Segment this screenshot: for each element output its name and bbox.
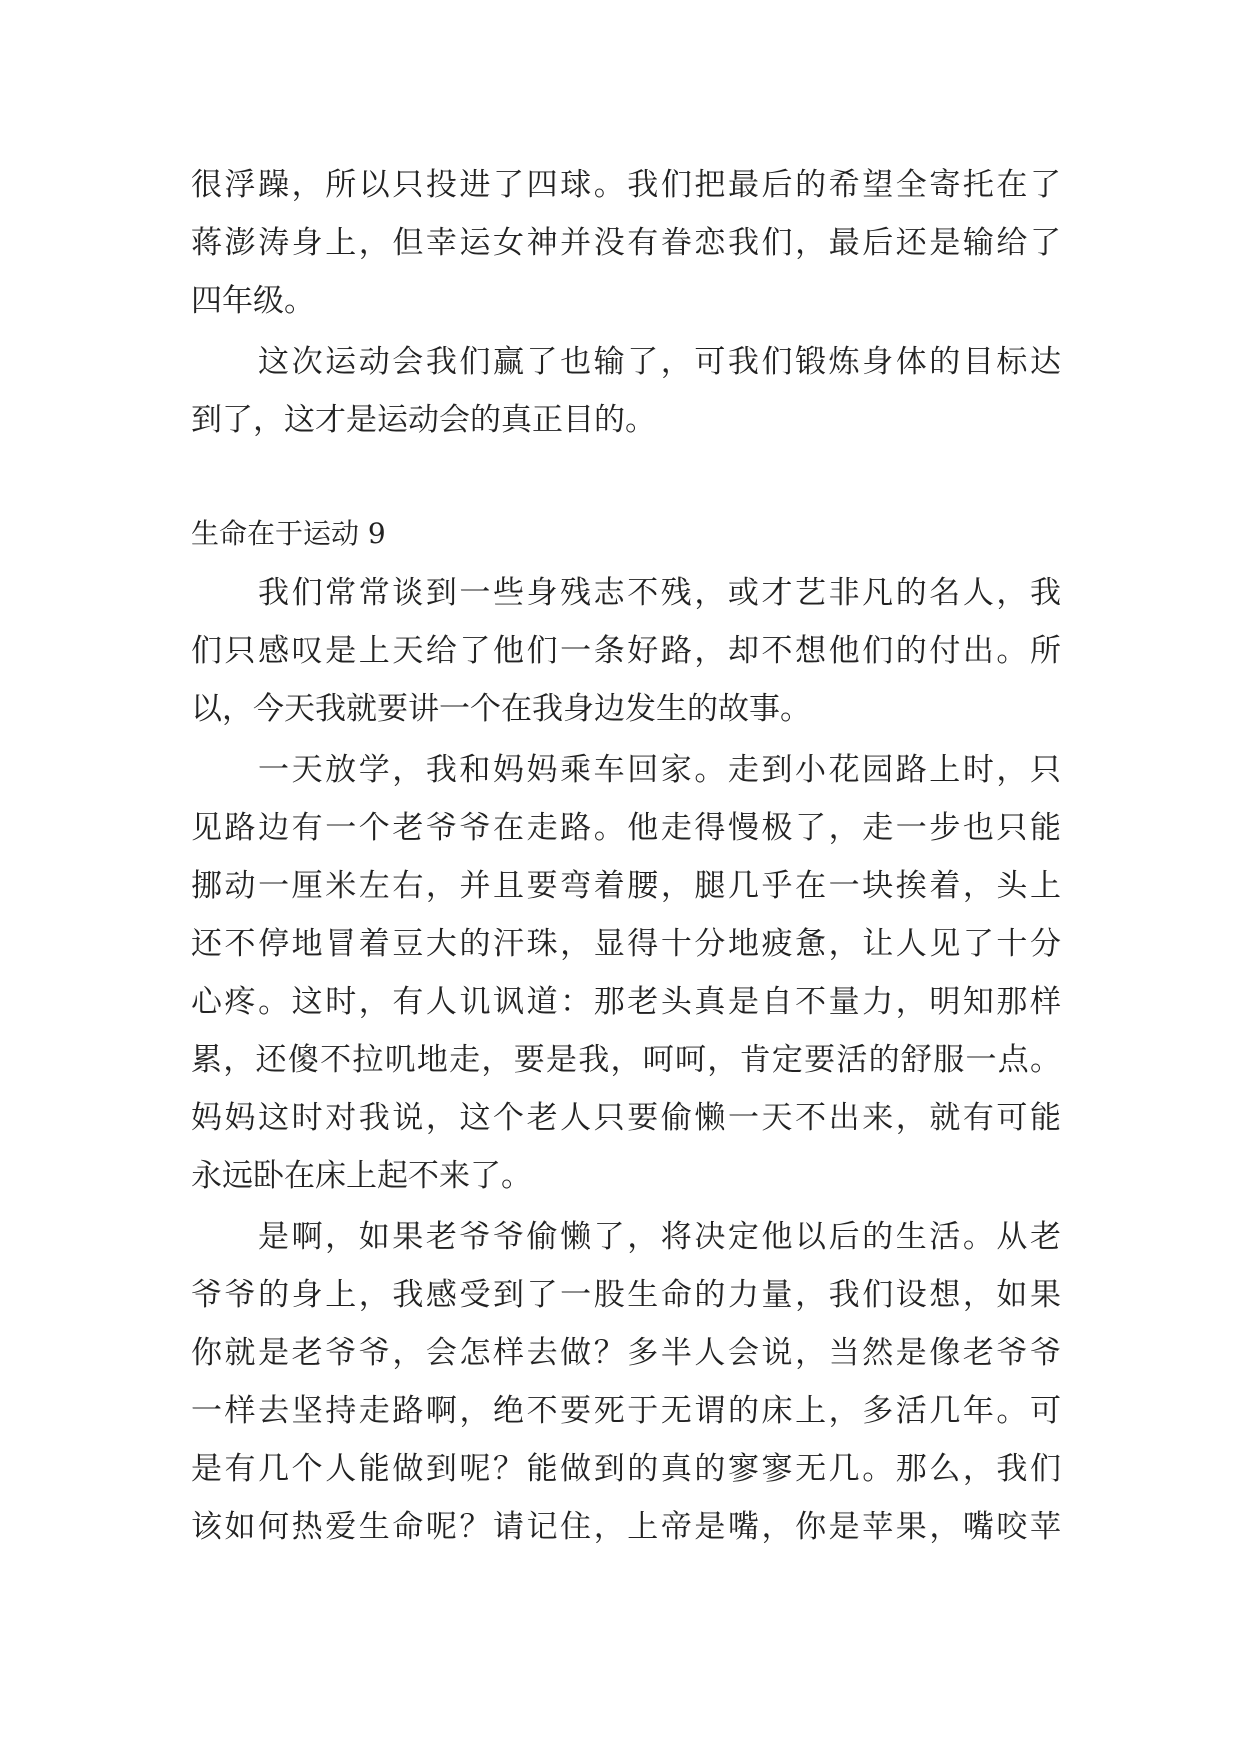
paragraph-line: 还不停地冒着豆大的汗珠，显得十分地疲惫，让人见了十分 (191, 926, 1061, 962)
paragraph-line: 我们常常谈到一些身残志不残，或才艺非凡的名人，我 (258, 575, 1061, 611)
paragraph-line: 到了，这才是运动会的真正目的。 (191, 402, 656, 438)
paragraph-line: 以，今天我就要讲一个在我身边发生的故事。 (191, 691, 811, 727)
paragraph-line: 一天放学，我和妈妈乘车回家。走到小花园路上时，只 (258, 752, 1061, 788)
paragraph-line: 累，还傻不拉叽地走，要是我，呵呵，肯定要活的舒服一点。 (191, 1042, 1061, 1078)
paragraph-line: 挪动一厘米左右，并且要弯着腰，腿几乎在一块挨着，头上 (191, 868, 1061, 904)
paragraph-line: 是有几个人能做到呢？能做到的真的寥寥无几。那么，我们 (191, 1451, 1061, 1487)
paragraph-line: 爷爷的身上，我感受到了一股生命的力量，我们设想，如果 (191, 1277, 1061, 1313)
paragraph-line: 永远卧在床上起不来了。 (191, 1158, 532, 1194)
paragraph-line: 见路边有一个老爷爷在走路。他走得慢极了，走一步也只能 (191, 810, 1061, 846)
paragraph-line: 你就是老爷爷，会怎样去做？多半人会说，当然是像老爷爷 (191, 1335, 1061, 1371)
paragraph-line: 心疼。这时，有人讥讽道：那老头真是自不量力，明知那样 (191, 984, 1061, 1020)
paragraph-line: 这次运动会我们赢了也输了，可我们锻炼身体的目标达 (258, 344, 1061, 380)
paragraph-line: 妈妈这时对我说，这个老人只要偷懒一天不出来，就有可能 (191, 1100, 1061, 1136)
paragraph-line: 一样去坚持走路啊，绝不要死于无谓的床上，多活几年。可 (191, 1393, 1061, 1429)
section-title: 生命在于运动 9 (191, 517, 386, 550)
paragraph-line: 蒋澎涛身上，但幸运女神并没有眷恋我们，最后还是输给了 (191, 225, 1061, 261)
paragraph-line: 们只感叹是上天给了他们一条好路，却不想他们的付出。所 (191, 633, 1061, 669)
paragraph-line: 该如何热爱生命呢？请记住，上帝是嘴，你是苹果，嘴咬苹 (191, 1509, 1061, 1545)
paragraph-line: 很浮躁，所以只投进了四球。我们把最后的希望全寄托在了 (191, 167, 1061, 203)
paragraph-line: 是啊，如果老爷爷偷懒了，将决定他以后的生活。从老 (258, 1219, 1061, 1255)
paragraph-line: 四年级。 (191, 283, 315, 319)
